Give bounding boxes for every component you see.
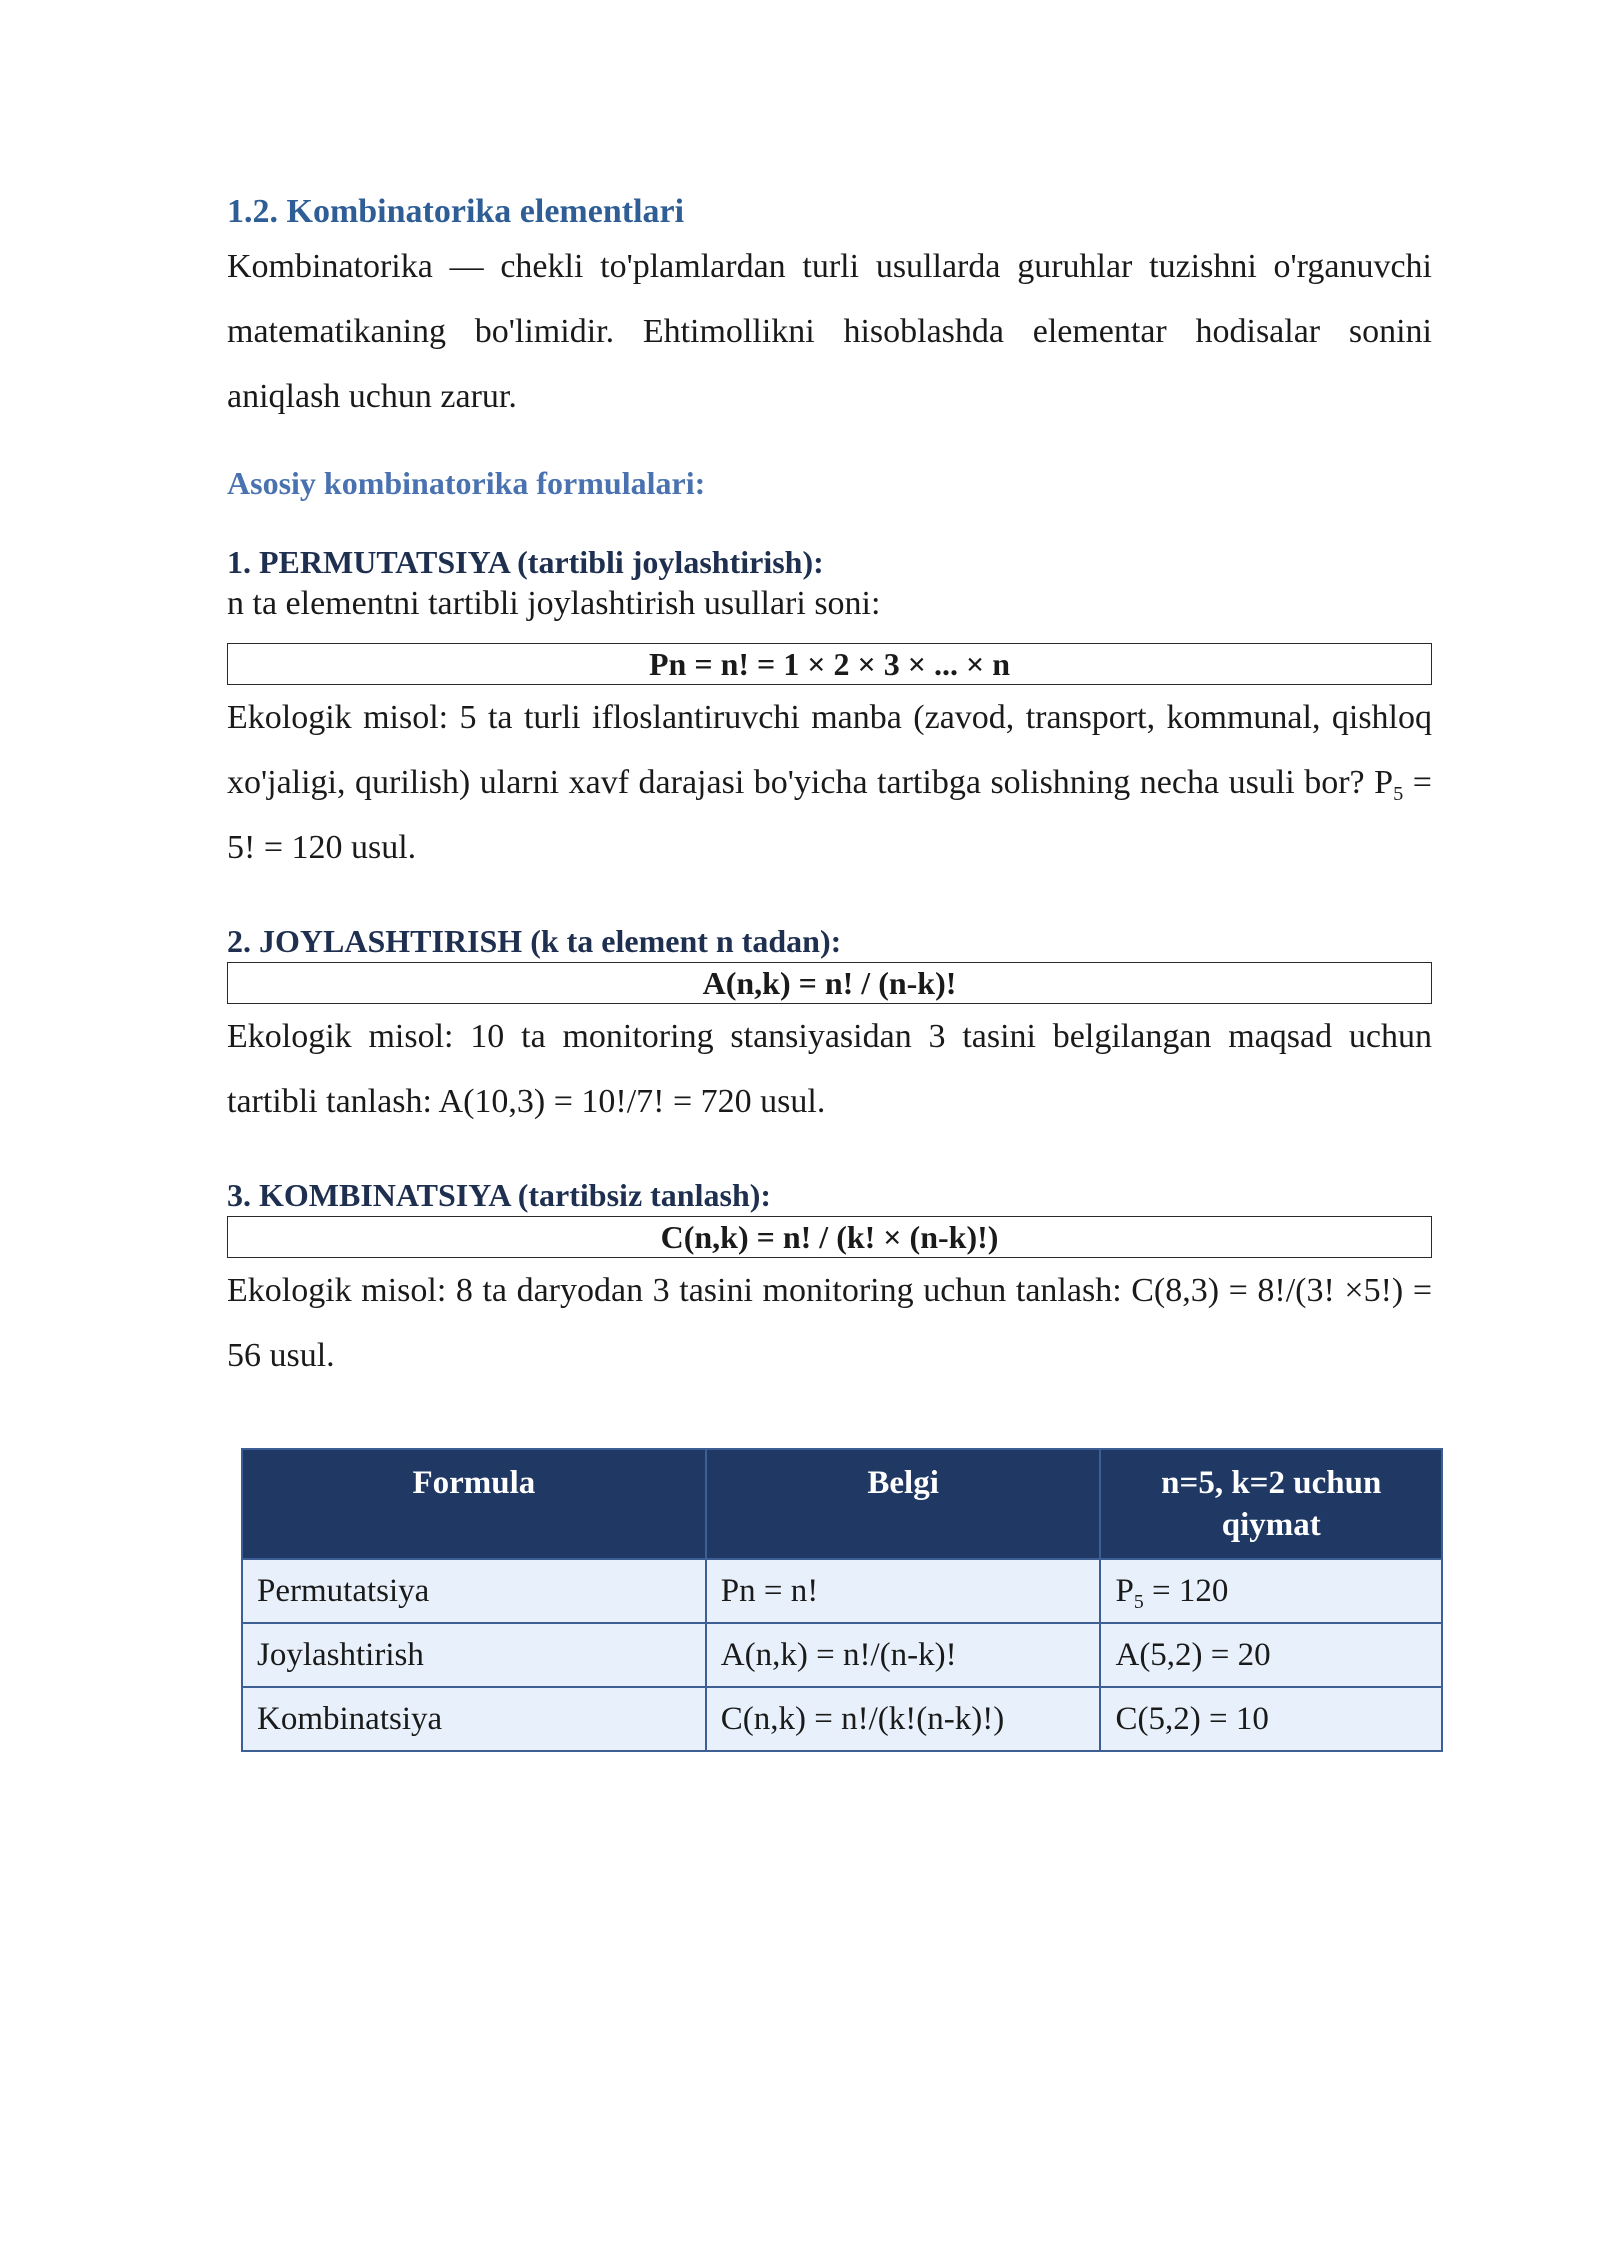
permutation-formula-box: [227, 643, 1432, 685]
permutation-example: [227, 685, 1432, 880]
table-cell-value-subscript: 5: [1133, 1590, 1144, 1613]
table-cell-value: C(5,2) = 10: [1100, 1687, 1442, 1751]
arrangement-formula-box: [227, 962, 1432, 1004]
table-cell-symbol: A(n,k) = n!/(n-k)!: [706, 1623, 1101, 1687]
table-cell-name: Joylashtirish: [242, 1623, 706, 1687]
permutation-heading: 1. PERMUTATSIYA (tartibli joylashtirish):: [227, 544, 824, 580]
table-header-formula: Formula: [242, 1449, 706, 1559]
table-header-value: n=5, k=2 uchun qiymat: [1100, 1449, 1442, 1559]
table-row: [242, 1559, 1442, 1623]
combination-heading: 3. KOMBINATSIYA (tartibsiz tanlash):: [227, 1177, 772, 1213]
combination-formula: C(n,k) = n! / (k! × (n-k)!): [660, 1219, 999, 1255]
arrangement-heading: 2. JOYLASHTIRISH (k ta element n tadan):: [227, 923, 842, 959]
table-header-symbol: Belgi: [706, 1449, 1101, 1559]
section-title: 1.2. Kombinatorika elementlari: [227, 193, 685, 230]
table-row: [242, 1623, 1442, 1687]
table-cell-value: A(5,2) = 20: [1100, 1623, 1442, 1687]
combination-formula-box: [227, 1216, 1432, 1258]
permutation-formula: Pn = n! = 1 × 2 × 3 × ... × n: [649, 646, 1010, 682]
arrangement-formula: A(n,k) = n! / (n-k)!: [702, 965, 957, 1001]
permutation-intro: n ta elementni tartibli joylashtirish usullari soni:: [227, 585, 881, 622]
table-cell-name: Permutatsiya: [242, 1559, 706, 1623]
combination-example: Ekologik misol: 8 ta daryodan 3 tasini monitoring uchun tanlash: C(8,3) = 8!/(3! ×5!) = 56 usul.: [227, 1272, 1432, 1374]
permutation-example-subscript: 5: [1393, 783, 1404, 806]
summary-table: [241, 1448, 1443, 1752]
permutation-example-text: Ekologik misol: 5 ta turli ifloslantiruvchi manba (zavod, transport, kommunal, qishloq xo'jaligi, qurilish) ularni xavf darajasi bo'yicha tartibga solishning necha usuli bor? P: [227, 699, 1432, 801]
table-cell-name: Kombinatsiya: [242, 1687, 706, 1751]
table-cell-value: [1100, 1559, 1442, 1623]
table-header-row: [242, 1449, 1442, 1559]
table-cell-value-text: P: [1115, 1573, 1134, 1609]
arrangement-example: Ekologik misol: 10 ta monitoring stansiyasidan 3 tasini belgilangan maqsad uchun tartibli tanlash: A(10,3) = 10!/7! = 720 usul.: [227, 1018, 1432, 1120]
formulas-heading: Asosiy kombinatorika formulalari:: [227, 465, 706, 501]
table-cell-symbol: C(n,k) = n!/(k!(n-k)!): [706, 1687, 1101, 1751]
section-intro-paragraph: Kombinatorika — chekli to'plamlardan turli usullarda guruhlar tuzishni o'rganuvchi matematikaning bo'limidir. Ehtimollikni hisoblashda elementar hodisalar sonini aniqlash uchun zarur.: [227, 248, 1432, 415]
table-cell-symbol: Pn = n!: [706, 1559, 1101, 1623]
permutation-example-result: = 5! = 120 usul.: [227, 764, 1432, 866]
table-cell-value-result: = 120: [1143, 1573, 1229, 1609]
table-row: [242, 1687, 1442, 1751]
